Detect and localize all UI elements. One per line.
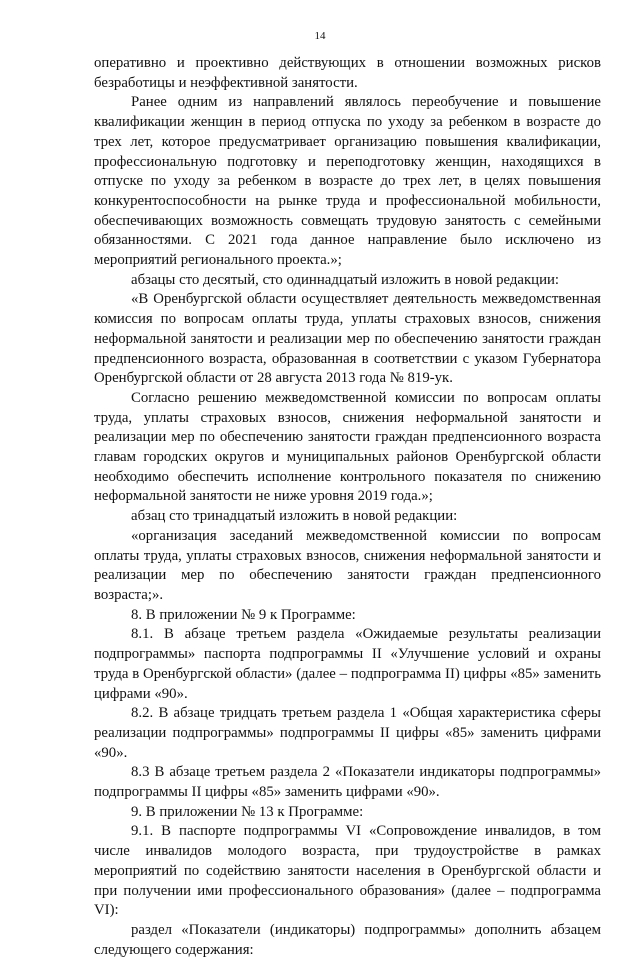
document-body xyxy=(94,54,601,960)
paragraph-item-8: 8. В приложении № 9 к Программе: xyxy=(131,606,356,623)
paragraph-meetings: «организация заседаний межведомственной комиссии по вопросам оплаты труда, уплаты страховых взносов, снижения неформальной занятости и реализации мер по обеспечению занятости граждан предпенсионного возраста;». xyxy=(94,527,601,603)
paragraph-item-8-2: 8.2. В абзаце тридцать третьем раздела 1 «Общая характеристика сферы реализации подпрограммы» подпрограммы II цифры «85» заменить цифрами «90». xyxy=(94,705,601,761)
paragraph-commission: «В Оренбургской области осуществляет деятельность межведомственная комиссия по вопросам оплаты труда, уплаты страховых взносов, снижения неформальной занятости и реализации мер по обеспечению занятости граждан предпенсионного возраста, образованная в соответствии с указом Губернатора Оренбургской области от 28 августа 2013 года № 819-ук. xyxy=(94,291,601,387)
paragraph-item-8-3: 8.3 В абзаце третьем раздела 2 «Показатели индикаторы подпрограммы» подпрограммы II цифры «85» заменить цифрами «90». xyxy=(94,764,601,801)
paragraph-continuation: оперативно и проективно действующих в отношении возможных рисков безработицы и неэффективной занятости. xyxy=(94,55,601,91)
paragraph-item-8-1: 8.1. В абзаце третьем раздела «Ожидаемые результаты реализации подпрограммы» паспорта подпрограммы II «Улучшение условий и охраны труда в Оренбургской области» (далее – подпрограмма II) цифры «85» заменить цифрами «90». xyxy=(94,626,601,702)
paragraph-retraining: Ранее одним из направлений являлось переобучение и повышение квалификации женщин в период отпуска по уходу за ребенком в возрасте до трех лет, которое предусматривает организацию повышения квалификации, профессиональную подготовку и переподготовку женщин, находящихся в отпуске по уходу за ребенком в возрасте до трех лет, в целях повышения конкурентоспособности на рынке труда и профессиональной мобильности, обеспечивающих возможность совмещать трудовую занятость с семейными обязанностями. С 2021 года данное направление было исключено из мероприятий регионального проекта.»; xyxy=(94,94,601,269)
paragraph-commission-decision: Согласно решению межведомственной комиссии по вопросам оплаты труда, уплаты страховых взносов, снижения неформальной занятости и реализации мер по обеспечению занятости граждан предпенсионного возраста главам городских округов и муниципальных районов Оренбургской области необходимо обеспечить исполнение контрольного показателя по снижению неформальной занятости не ниже уровня 2019 года.»; xyxy=(94,389,601,505)
paragraph-indicators: раздел «Показатели (индикаторы) подпрограммы» дополнить абзацем следующего содержания: xyxy=(94,921,601,958)
paragraph-amendment-113: абзац сто тринадцатый изложить в новой редакции: xyxy=(131,508,458,525)
paragraph-item-9-1: 9.1. В паспорте подпрограммы VI «Сопровождение инвалидов, в том числе инвалидов молодого возраста, при трудоустройстве в рамках мероприятий по содействию занятости населения в Оренбургской области и при получении ими профессионального образования» (далее – подпрограмма VI): xyxy=(94,823,601,919)
paragraph-amendment-110-111: абзацы сто десятый, сто одиннадцатый изложить в новой редакции: xyxy=(131,271,560,288)
page-number: 14 xyxy=(314,30,326,42)
paragraph-item-9: 9. В приложении № 13 к Программе: xyxy=(131,803,364,820)
